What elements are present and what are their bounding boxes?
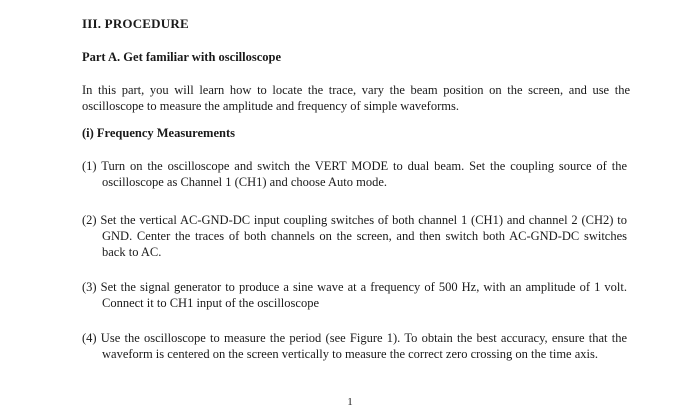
section-title: III. PROCEDURE (82, 16, 189, 31)
procedure-step-3: (3) Set the signal generator to produce a sine wave at a frequency of 500 Hz, with an amplitude of 1 volt. Connect it to CH1 input of the oscilloscope (82, 280, 627, 310)
intro-paragraph: In this part, you will learn how to locate the trace, vary the beam position on the screen, and use the oscilloscope to measure the amplitude and frequency of simple waveforms. (82, 83, 630, 113)
procedure-step-4: (4) Use the oscilloscope to measure the period (see Figure 1). To obtain the best accuracy, ensure that the waveform is centered on the screen vertically to measure the correct zero crossing on the time axis. (82, 331, 627, 361)
procedure-step-2: (2) Set the vertical AC-GND-DC input coupling switches of both channel 1 (CH1) and channel 2 (CH2) to GND. Center the traces of both channels on the screen, and then switch both AC-GND-DC switches back to AC. (82, 213, 627, 259)
subsection-title: (i) Frequency Measurements (82, 126, 235, 140)
part-title: Part A. Get familiar with oscilloscope (82, 50, 282, 64)
page-number: 1 (347, 396, 353, 408)
procedure-step-1: (1) Turn on the oscilloscope and switch the VERT MODE to dual beam. Set the coupling source of the oscilloscope as Channel 1 (CH1) and choose Auto mode. (82, 159, 627, 189)
